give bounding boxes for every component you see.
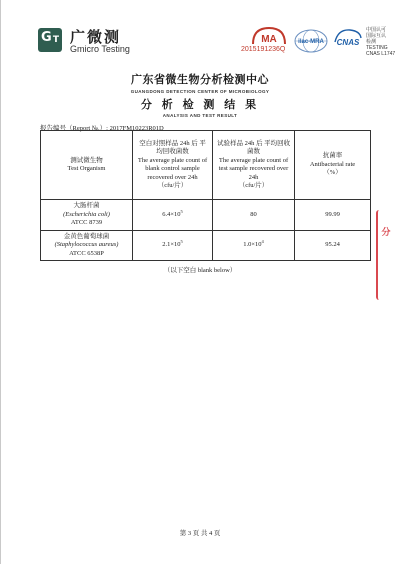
brand-name-en: Gmicro Testing — [70, 44, 130, 54]
test-count-mantissa: 1.0×10 — [243, 241, 262, 248]
test-count-cell — [213, 200, 295, 231]
result-title-cn: 分 析 检 测 结 果 — [140, 98, 260, 111]
control-count-cell — [133, 200, 213, 231]
brand-name-cn: 广微测 — [70, 28, 122, 46]
blank-below-note: （以下空白 blank below） — [163, 267, 237, 274]
cnas-logo-icon — [332, 26, 364, 52]
header-control-cn: 空白对照样品 24h 后 平均回收菌数 — [139, 139, 206, 155]
ilac-logo-text: ilac-MRA — [298, 39, 324, 45]
result-title-en: ANALYSIS AND TEST RESULT — [162, 113, 238, 118]
table-row — [41, 230, 371, 261]
organism-name-latin: (Staphylococcus aureus) — [54, 241, 119, 248]
antibacterial-rate-cell: 95.24 — [295, 230, 371, 261]
logo-letter-g: G — [41, 30, 52, 45]
center-title-en: GUANGDONG DETECTION CENTER OF MICROBIOLOGY — [130, 89, 270, 94]
cnas-side-cn-2: 国际互认 — [366, 33, 387, 39]
header-test-unit: （cfu/片） — [238, 182, 269, 189]
cma-logo-text: MA — [261, 34, 277, 45]
table-row — [41, 200, 371, 231]
page-number-footer: 第 3 页 共 4 页 — [179, 530, 221, 537]
cma-logo-icon — [249, 26, 289, 46]
cnas-side-number: CNAS L1747 — [366, 51, 396, 57]
control-count-cell — [133, 230, 213, 261]
header-control-en: The average plate count of blank control sample recovered over 24h — [137, 156, 208, 181]
control-count-mantissa: 2.1×10 — [162, 241, 181, 248]
header-rate-cn: 抗菌率 — [322, 152, 343, 160]
seal-character: 分 — [381, 228, 391, 238]
header-control-count — [133, 131, 213, 200]
gmicro-logo-icon — [38, 28, 62, 52]
cnas-side-en: TESTING — [366, 45, 388, 51]
logo-letter-t: T — [52, 35, 59, 45]
header-rate-unit: （%） — [323, 169, 342, 177]
table-header-row — [41, 131, 371, 200]
antibacterial-rate-cell: 99.99 — [295, 200, 371, 231]
header-organism-en: Test Organism — [67, 165, 106, 172]
cnas-logo-text: CNAS — [336, 38, 360, 47]
control-count-exponent: 5 — [180, 238, 183, 244]
cnas-side-label — [366, 27, 395, 57]
results-table — [40, 130, 371, 261]
organism-name-cn: 大肠杆菌 — [73, 202, 100, 209]
organism-strain: ATCC 8739 — [70, 219, 103, 226]
report-number: 报告编号（Report №.）: 2017FM10223R01D — [40, 125, 164, 132]
organism-name-latin: (Escherichia coli) — [63, 210, 110, 218]
header-antibacterial-rate — [295, 131, 371, 200]
header-rate-en: Antibacterial rate — [309, 160, 356, 168]
header-test-en: The average plate count of test sample recovered over 24h — [218, 156, 289, 181]
test-count-value: 80 — [250, 210, 257, 218]
header-organism-cn: 测试微生物 — [70, 156, 103, 164]
organism-cell — [41, 200, 133, 231]
control-count-mantissa: 6.4×10 — [162, 210, 181, 218]
cnas-side-cn-1: 中国认可 — [366, 27, 387, 33]
control-count-exponent: 5 — [180, 208, 183, 214]
ilac-mra-logo-icon — [293, 27, 329, 55]
header-test-organism — [41, 131, 133, 200]
header-test-cn: 试验样品 24h 后 平均回收菌数 — [216, 139, 291, 155]
organism-strain: ATCC 6538P — [69, 249, 104, 257]
test-count-cell — [213, 230, 295, 261]
header-control-unit: （cfu/片） — [157, 182, 188, 189]
center-title-cn: 广东省微生物分析检测中心 — [131, 73, 269, 86]
header-test-count — [213, 131, 295, 200]
organism-name-cn: 金黄色葡萄球菌 — [63, 232, 110, 240]
seal-stamp-icon — [376, 210, 396, 300]
organism-cell — [41, 230, 133, 261]
cma-cert-number: 2015191236Q — [241, 46, 286, 53]
cnas-side-cn-3: 检测 — [366, 39, 377, 45]
test-count-exponent: 4 — [261, 238, 264, 244]
